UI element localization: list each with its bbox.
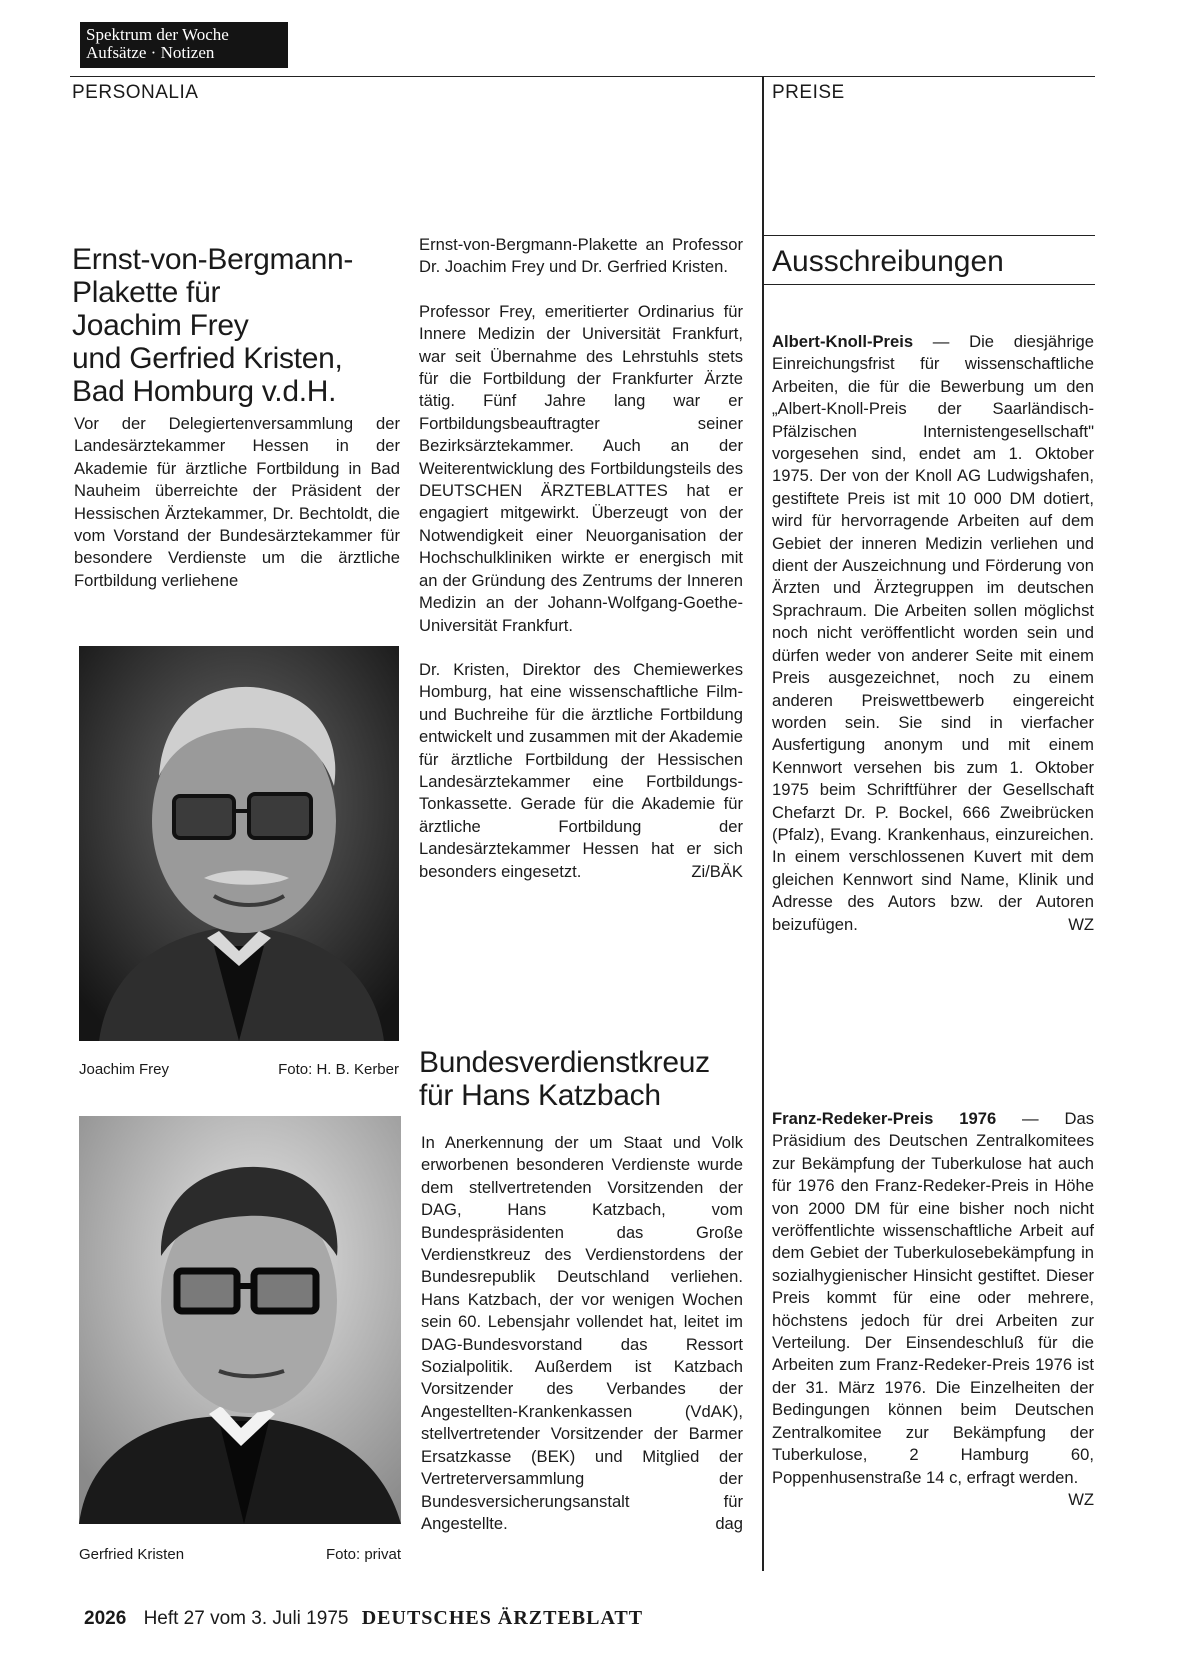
article1-paragraph <box>419 659 743 883</box>
masthead <box>80 22 288 68</box>
article2-paragraph-text: In Anerkennung der um Staat und Volk erworbenen besonderen Verdienste wurde dem stellvertretenden Vorsitzenden der DAG, Hans Katzbach, vom Bundespräsidenten das Große Verdienstkreuz des Verdienstordens der Bundesrepublik Deutschland verliehen. Hans Katzbach, der vor wenigen Wochen sein 60. Lebensjahr vollendet hat, leitet im DAG-Bundesvorstand das Ressort Sozialpolitik. Außerdem ist Katzbach Vorsitzender des Verbandes der Angestellten-Krankenkassen (VdAK), stellvertretender Vorsitzender der Barmer Ersatzkasse (BEK) und Mitglied der Vertreterversammlung der Bundesversicherungsanstalt für Angestellte. <box>421 1133 743 1533</box>
headline-line: Plakette für <box>72 276 221 309</box>
prize-title: Franz-Redeker-Preis 1976 <box>772 1109 997 1128</box>
portrait-joachim-frey <box>79 646 399 1041</box>
top-rule <box>70 76 1095 77</box>
preise-heading: Ausschreibungen <box>772 245 1004 278</box>
article1-column2-text <box>419 234 743 883</box>
prize-signature: WZ <box>1068 914 1094 934</box>
portrait-joachim-frey-image <box>79 646 399 1041</box>
issue-info: Heft 27 vom 3. Juli 1975 <box>143 1608 349 1629</box>
caption-credit: Foto: privat <box>325 1546 401 1563</box>
caption-credit: Foto: H. B. Kerber <box>278 1061 399 1078</box>
preise-heading-rule-bottom <box>762 284 1095 285</box>
preise-heading-rule <box>762 235 1095 236</box>
article1-paragraph-text: Dr. Kristen, Direktor des Chemiewerkes Homburg, hat eine wissenschaftliche Film- und Buchreihe für die ärztliche Fortbildung entwickelt und zusammen mit der Akademie für ärztliche Fortbildung der Hessischen Landesärztekammer eine Fortbildungs-Tonkassette. Gerade für die Akademie für ärztliche Fortbildung der Landesärztekammer Hessen hat er sich besonders eingesetzt. <box>419 659 743 881</box>
article2-signature: dag <box>715 1513 743 1533</box>
prize-signature: WZ <box>1068 1489 1094 1509</box>
prize-title: Albert-Knoll-Preis <box>772 332 914 351</box>
section-label-preise: PREISE <box>772 82 845 103</box>
article1-intro-paragraph: Vor der Delegiertenversammlung der Landesärztekammer Hessen in der Akademie für ärztliche Fortbildung in Bad Nauheim überreichte der Präsident der Hessischen Ärztekammer, Dr. Bechtoldt, die vom Vorstand der Bundesärztekammer für besondere Verdienste um die ärztliche Fortbildung verliehene <box>74 414 400 590</box>
page-number: 2026 <box>84 1608 127 1629</box>
prize-text: — Das Präsidium des Deutschen Zentralkomitees zur Bekämpfung der Tuberkulose hat auch für 1976 den Franz-Redeker-Preis in Höhe von 2000 DM für eine bisher noch nicht veröffentlichte wissenschaftliche Arbeit auf dem Gebiet der Tuberkulosebekämpfung in sozialhygienischer Hinsicht gestiftet. Dieser Preis kommt für eine oder mehrere, höchstens jedoch für drei Arbeiten zur Verteilung. Der Einsendeschluß für die Arbeiten zum Franz-Redeker-Preis 1976 ist der 31. März 1976. Die Einzelheiten der Bedingungen können beim Deutschen Zentralkomitee zur Bekämpfung der Tuberkulose, 2 Hamburg 60, Poppenhusenstraße 14 c, erfragt werden. <box>772 1109 1094 1487</box>
article1-headline <box>72 243 402 408</box>
headline-line: Joachim Frey <box>72 309 249 342</box>
caption-joachim-frey <box>79 1061 399 1078</box>
portrait-gerfried-kristen <box>79 1116 401 1524</box>
article2-headline <box>419 1046 749 1112</box>
prize-item-albert-knoll <box>772 331 1094 936</box>
article2-text <box>421 1132 743 1535</box>
masthead-line1: Spektrum der Woche <box>86 25 229 44</box>
article1-paragraph: Professor Frey, emeritierter Ordinarius für Innere Medizin der Universität Frankfurt, war seit Übernahme des Lehrstuhls stets für die Fortbildung der Frankfurter Ärzte tätig. Fünf Jahre lang war er Fortbildungsbeauftragter seiner Bezirksärztekammer. Auch an der Weiterentwicklung des Fortbildungsteils des DEUTSCHEN ÄRZTEBLATTES hat er engagiert mitgewirkt. Überzeugt von der Notwendigkeit einer Neuorganisation der Hochschulkliniken wirkte er energisch mit an der Gründung des Zentrums der Inneren Medizin an der Johann-Wolfgang-Goethe-Universität Frankfurt. <box>419 301 743 635</box>
caption-gerfried-kristen <box>79 1546 401 1563</box>
caption-name: Gerfried Kristen <box>79 1546 185 1563</box>
headline-line: für Hans Katzbach <box>419 1079 661 1112</box>
headline-line: Bad Homburg v.d.H. <box>72 375 337 408</box>
headline-line: Bundesverdienstkreuz <box>419 1046 710 1079</box>
headline-line: Ernst-von-Bergmann- <box>72 243 354 276</box>
prize-item-franz-redeker <box>772 1108 1094 1509</box>
masthead-line2: Aufsätze · Notizen <box>86 43 215 62</box>
article1-column1-text <box>74 413 400 592</box>
column-divider <box>762 76 764 1571</box>
preise-column-text-2 <box>772 1108 1094 1511</box>
portrait-gerfried-kristen-image <box>79 1116 401 1524</box>
caption-name: Joachim Frey <box>79 1061 170 1078</box>
article1-signature: Zi/BÄK <box>691 861 743 881</box>
article1-paragraph: Ernst-von-Bergmann-Plakette an Professor Dr. Joachim Frey und Dr. Gerfried Kristen. <box>419 235 743 277</box>
prize-text: — Die diesjährige Einreichungsfrist für wissenschaftliche Arbeiten, die für die Bewerbung um den „Albert-Knoll-Preis der Saarländisch-Pfälzischen Internistengesellschaft" vorgesehen sind, endet am 1. Oktober 1975. Der von der Knoll AG Ludwigshafen, gestiftete Preis ist mit 10 000 DM dotiert, wird für hervorragende Arbeiten auf dem Gebiet der inneren Medizin verliehen und dient der Auszeichnung und Förderung von Ärzten und Ärztegruppen im deutschen Sprachraum. Die Arbeiten sollen möglichst noch nicht veröffentlicht worden sein und dürfen weder von anderer Seite mit einem Preis ausgezeichnet, noch zu einem anderen Preiswettbewerb eingereicht worden sein. Sie sind in vierfacher Ausfertigung anonym und mit einem Kennwort versehen bis zum 1. Oktober 1975 beim Schriftführer der Gesellschaft Chefarzt Dr. P. Bockel, 666 Zweibrücken (Pfalz), Evang. Krankenhaus, einzureichen. In einem verschlossenen Kuvert mit dem gleichen Kennwort sind Name, Klinik und Adresse des Autors bzw. der Autoren beizufügen. <box>772 332 1094 934</box>
headline-line: und Gerfried Kristen, <box>72 342 343 375</box>
section-label-personalia: PERSONALIA <box>72 82 199 103</box>
article2-paragraph <box>421 1132 743 1535</box>
preise-column-text <box>772 331 1094 936</box>
journal-name: DEUTSCHES ÄRZTEBLATT <box>361 1607 644 1629</box>
page-footer <box>84 1607 643 1630</box>
